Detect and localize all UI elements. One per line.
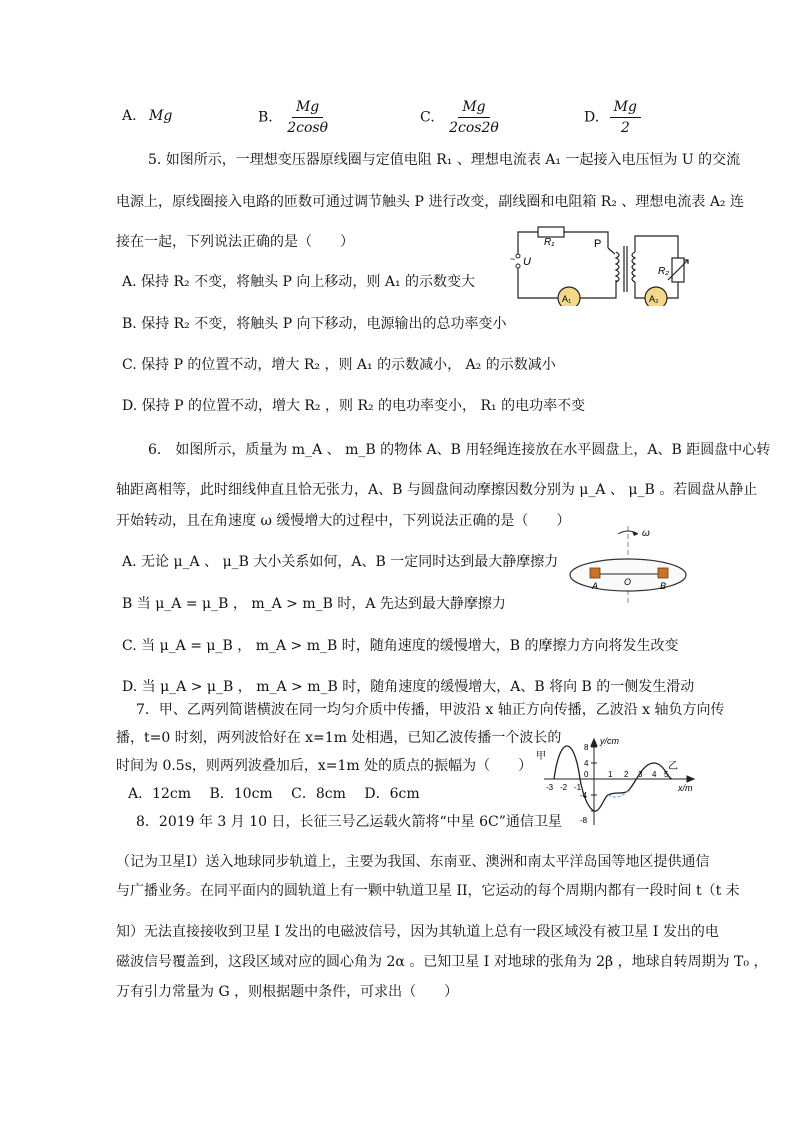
q7-stem-line-2: 播，t=0 时刻，两列波恰好在 x=1m 处相遇，已知乙波传播一个波长的 bbox=[116, 730, 562, 746]
fig-a-label: A bbox=[592, 581, 599, 591]
q4-a-expr: Mg bbox=[149, 108, 173, 124]
fig-a2-label: A₂ bbox=[649, 294, 659, 304]
q8-stem-line-2: （记为卫星Ⅰ）送入地球同步轨道上，主要为我国、东南亚、澳洲和南太平洋岛国等地区提供通信 bbox=[116, 854, 710, 870]
q4-b-fraction bbox=[283, 98, 332, 137]
q6-option-d: D. 当 μ_A > μ_B ， m_A > m_B 时，随角速度的缓慢增大，A、B 将向 B 的一侧发生滑动 bbox=[122, 679, 695, 695]
q6-stem-line-1: 6. 如图所示，质量为 m_A 、 m_B 的物体 A、B 用轻绳连接放在水平圆盘上，A、B 距圆盘中心转 bbox=[148, 442, 771, 458]
q4-d-fraction bbox=[610, 98, 641, 137]
fig-omega-label: ω bbox=[642, 528, 650, 539]
q4-option-b bbox=[258, 98, 332, 137]
q6-option-b: B 当 μ_A = μ_B ， m_A > m_B 时，A 先达到最大静摩擦力 bbox=[122, 596, 506, 612]
q6-option-c: C. 当 μ_A = μ_B ， m_A > m_B 时，随角速度的缓慢增大，B 的摩擦力方向将发生改变 bbox=[122, 638, 679, 654]
q4-d-label: D. bbox=[584, 109, 600, 126]
q8-stem-line-1: 8．2019 年 3 月 10 日，长征三号乙运载火箭将“中星 6C”通信卫星 bbox=[136, 814, 562, 830]
fig-o-label: O bbox=[624, 577, 632, 587]
q5-option-a: A. 保持 R₂ 不变，将触头 P 向上移动，则 A₁ 的示数变大 bbox=[122, 274, 476, 290]
q4-c-numerator: Mg bbox=[458, 98, 489, 118]
q7-options: A．12cm B．10cm C．8cm D．6cm bbox=[128, 786, 420, 802]
fig-r1-label: R₁ bbox=[544, 237, 555, 248]
fig-y4: 4 bbox=[584, 759, 589, 768]
fig-x1: 1 bbox=[608, 770, 613, 779]
q8-stem-line-3: 与广播业务。在同平面内的圆轨道上有一颗中轨道卫星 II，它运动的每个周期内都有一段时间 t（t 未 bbox=[116, 883, 740, 899]
q4-b-denominator: 2cosθ bbox=[287, 120, 328, 136]
fig-xn2: -2 bbox=[560, 783, 568, 792]
fig-yi-label: 乙 bbox=[668, 761, 678, 772]
q5-stem-line-2: 电源上，原线圈接入电路的匝数可通过调节触头 P 进行改变，副线圈和电阻箱 R₂ 、理想电流表 A₂ 连 bbox=[116, 194, 744, 210]
fig-u-label: U bbox=[523, 256, 531, 268]
q7-stem-line-1: 7．甲、乙两列简谐横波在同一均匀介质中传播，甲波沿 x 轴正方向传播，乙波沿 x 轴负方向传 bbox=[136, 702, 725, 718]
q6-option-a: A. 无论 μ_A 、 μ_B 大小关系如何，A、B 一定同时达到最大静摩擦力 bbox=[122, 554, 559, 570]
q4-c-fraction bbox=[445, 98, 503, 137]
q4-b-label: B. bbox=[258, 109, 273, 126]
fig-b-label: B bbox=[660, 581, 667, 591]
q4-option-a bbox=[122, 108, 172, 124]
q4-option-d bbox=[584, 98, 641, 137]
block-b bbox=[658, 568, 668, 578]
q4-option-c bbox=[420, 98, 503, 137]
q4-d-numerator: Mg bbox=[610, 98, 641, 118]
wave-yi bbox=[594, 763, 672, 811]
q4-d-denominator: 2 bbox=[620, 120, 630, 136]
block-a bbox=[590, 568, 600, 578]
r1-resistor bbox=[538, 227, 564, 237]
fig-a1-label: A₁ bbox=[562, 294, 572, 304]
fig-y0: 0 bbox=[584, 770, 589, 779]
q8-stem-line-5: 磁波信号覆盖到，这段区域对应的圆心角为 2α 。已知卫星 I 对地球的张角为 2β ，地球自转周期为 T₀ ， bbox=[116, 954, 768, 970]
fig-xn3: -3 bbox=[546, 783, 554, 792]
q6-disk-figure bbox=[566, 520, 690, 610]
fig-xlabel: x/m bbox=[678, 783, 693, 793]
fig-ylabel: y/cm bbox=[600, 736, 619, 746]
q4-c-label: C. bbox=[420, 109, 435, 126]
q5-option-d: D. 保持 P 的位置不动，增大 R₂ ，则 R₂ 的电功率变小， R₁ 的电功率不变 bbox=[122, 398, 586, 414]
fig-r2-label: R₂ bbox=[658, 266, 670, 277]
q6-stem-line-2: 轴距离相等，此时细线伸直且恰无张力，A、B 与圆盘间动摩擦因数分别为 μ_A 、 μ_B 。若圆盘从静止 bbox=[116, 482, 758, 498]
fig-x5: 5 bbox=[664, 770, 669, 779]
fig-yn4: -4 bbox=[580, 791, 588, 800]
q4-c-denominator: 2cos2θ bbox=[449, 120, 499, 136]
fig-y8: 8 bbox=[584, 743, 589, 752]
fig-x4: 4 bbox=[652, 770, 657, 779]
q5-option-c: C. 保持 P 的位置不动，增大 R₂ ，则 A₁ 的示数减小， A₂ 的示数减小 bbox=[122, 357, 556, 373]
q8-stem-line-6: 万有引力常量为 G ，则根据题中条件，可求出（ ） bbox=[116, 984, 459, 1000]
q6-stem-line-3: 开始转动，且在角速度 ω 缓慢增大的过程中，下列说法正确的是（ ） bbox=[116, 513, 571, 529]
q8-stem-line-4: 知）无法直接接收到卫星 I 发出的电磁波信号，因为其轨道上总有一段区域没有被卫星 I 发出的电 bbox=[116, 924, 719, 940]
fig-yn8: -8 bbox=[580, 816, 588, 825]
q5-stem-line-1: 5. 如图所示，一理想变压器原线圈与定值电阻 R₁ 、理想电流表 A₁ 一起接入电压恒为 U 的交流 bbox=[148, 152, 741, 168]
q4-a-label: A. bbox=[122, 108, 137, 124]
q5-circuit-figure bbox=[508, 222, 698, 306]
fig-xn1: -1 bbox=[574, 783, 582, 792]
q5-option-b: B. 保持 R₂ 不变，将触头 P 向下移动，电源输出的总功率变小 bbox=[122, 316, 507, 332]
fig-jia-label: 甲 bbox=[536, 751, 546, 762]
fig-x2: 2 bbox=[624, 770, 629, 779]
fig-tilde: ~ bbox=[510, 254, 516, 264]
fig-p-label: P bbox=[594, 238, 602, 250]
q5-stem-line-3: 接在一起，下列说法正确的是（ ） bbox=[116, 234, 354, 250]
q4-b-numerator: Mg bbox=[292, 98, 323, 118]
q7-stem-line-3: 时间为 0.5s，则两列波叠加后，x=1m 处的质点的振幅为（ ） bbox=[116, 758, 533, 774]
fig-x3: 3 bbox=[638, 770, 643, 779]
